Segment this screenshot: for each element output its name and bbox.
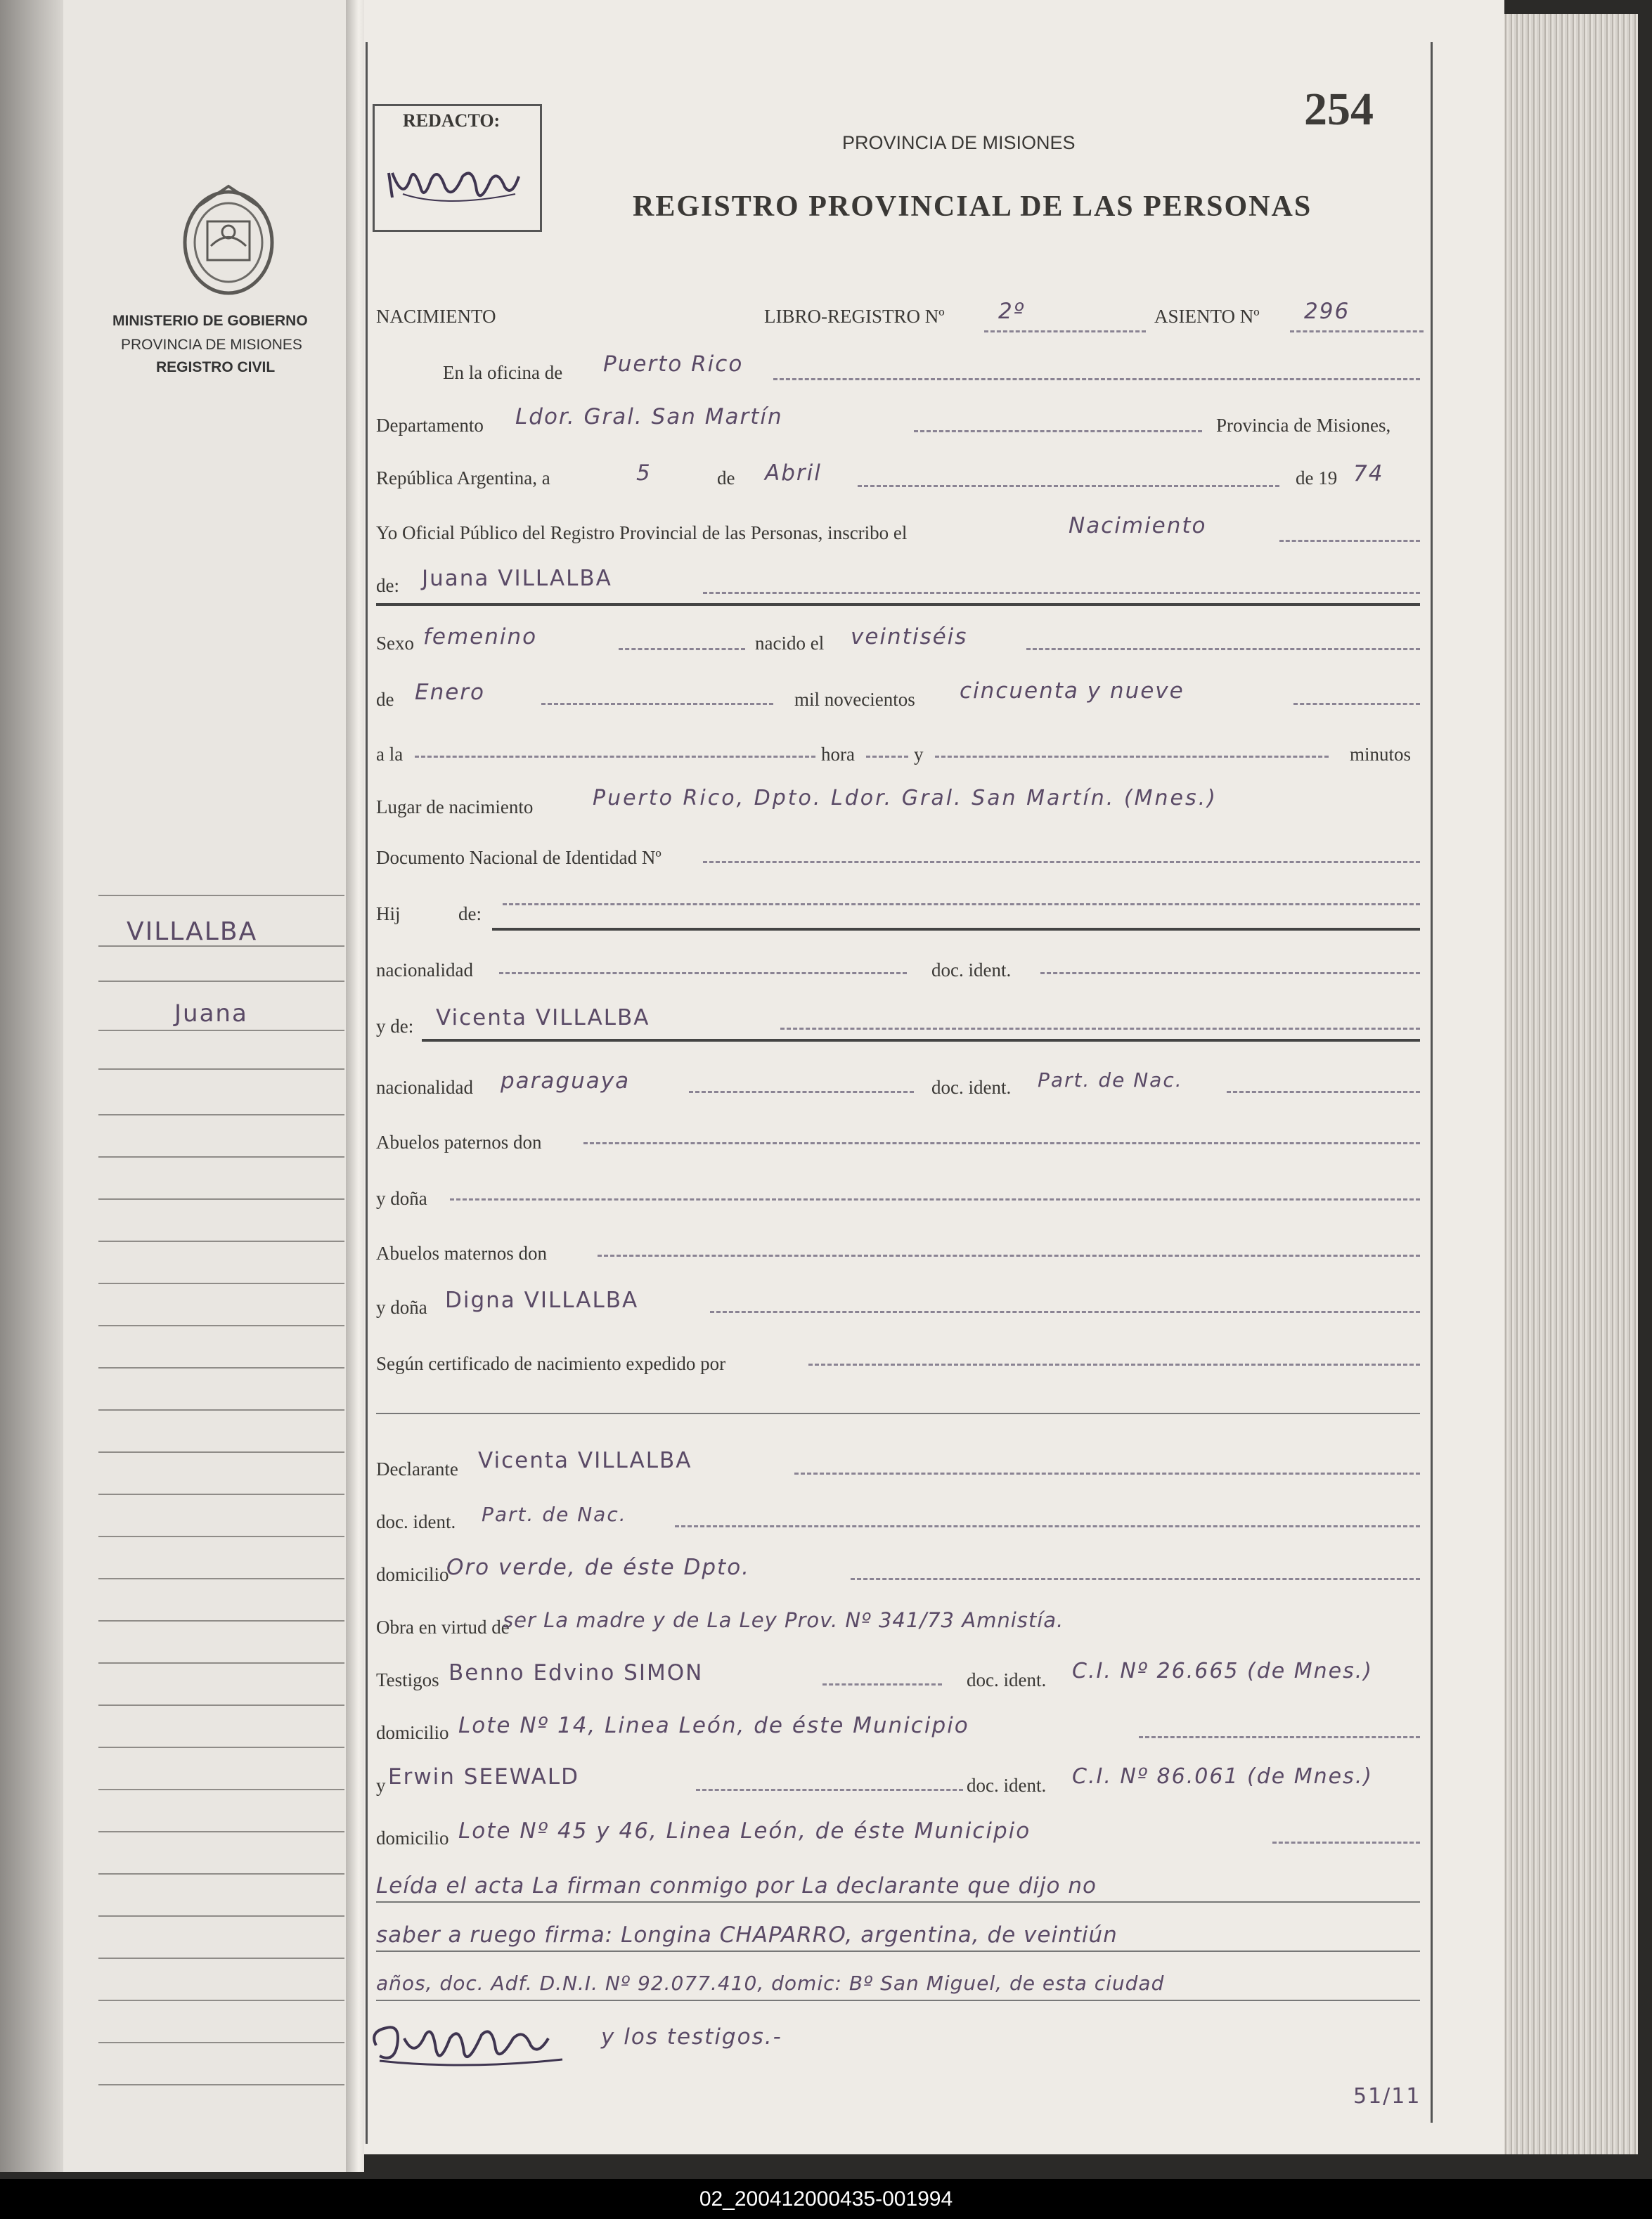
registrar-initials: 51/11 [1353, 2084, 1421, 2109]
sidebar-rule [98, 2042, 344, 2043]
fill-line [1139, 1736, 1420, 1738]
declarant-label: Declarante [376, 1458, 458, 1480]
fill-line [703, 861, 1420, 863]
office-label: En la oficina de [443, 362, 563, 383]
witnesses-label: Testigos [376, 1669, 439, 1690]
sidebar-rule [98, 981, 344, 982]
closing-line-4: y los testigos.- [601, 2024, 782, 2050]
sidebar-rule [98, 2084, 344, 2085]
witness2-domicile-label: domicilio [376, 1827, 449, 1849]
sidebar-rule [98, 1451, 344, 1453]
sidebar-rule [98, 1831, 344, 1832]
sidebar-province-label: PROVINCIA DE MISIONES [121, 337, 302, 353]
sidebar-rule [98, 1747, 344, 1748]
declarant-signature-icon [366, 2017, 576, 2074]
mother-name: Vicenta VILLALBA [436, 1005, 650, 1030]
declarant-name: Vicenta VILLALBA [478, 1448, 692, 1473]
obra-label: Obra en virtud de [376, 1617, 510, 1638]
witness2-doc-label: doc. ident. [967, 1775, 1047, 1796]
left-page-shadow [0, 0, 63, 2172]
fill-line [1040, 972, 1420, 974]
sex-label: Sexo [376, 633, 414, 654]
fill-line [689, 1091, 914, 1093]
fill-line [1290, 330, 1424, 332]
redacto-box [373, 104, 542, 232]
sidebar-rule [98, 1367, 344, 1369]
entry-number: 296 [1304, 299, 1350, 324]
fill-line [619, 648, 745, 650]
obra-value: ser La madre y de La Ley Prov. Nº 341/73 Amnistía. [503, 1608, 1064, 1632]
fill-line [822, 1683, 942, 1686]
section-divider [492, 928, 1420, 931]
de-parent-label: de: [458, 903, 482, 924]
book-gutter [346, 0, 364, 2172]
sidebar-rule [98, 1578, 344, 1579]
witness1-name: Benno Edvino SIMON [449, 1660, 704, 1686]
fill-line [499, 972, 907, 974]
fill-line [1026, 648, 1420, 650]
sidebar-rule [98, 1409, 344, 1411]
page-title: REGISTRO PROVINCIAL DE LAS PERSONAS [633, 190, 1312, 223]
sidebar-rule [98, 1915, 344, 1917]
book-label: LIBRO-REGISTRO Nº [764, 306, 945, 327]
certificate-label: Según certificado de nacimiento expedido por [376, 1353, 726, 1374]
sidebar-registry-label: REGISTRO CIVIL [156, 359, 276, 375]
inscribo-label: Yo Oficial Público del Registro Provincial de las Personas, inscribo el [376, 522, 908, 543]
fill-line [696, 1789, 963, 1791]
fill-line [710, 1311, 1420, 1313]
office-value: Puerto Rico [603, 351, 744, 377]
section-divider [376, 603, 1420, 606]
witness2-y-label: y [376, 1775, 386, 1796]
fill-line [1279, 540, 1420, 542]
birth-year: cincuenta y nueve [960, 678, 1185, 704]
father-nationality-label: nacionalidad [376, 959, 473, 981]
fill-line [675, 1525, 1420, 1527]
fill-line [914, 430, 1202, 432]
fill-line [794, 1473, 1420, 1475]
paternal-grandmother-label: y doña [376, 1188, 427, 1209]
sidebar-rule [98, 2000, 344, 2001]
maternal-grandmother: Digna VILLALBA [445, 1288, 639, 1313]
sidebar-rule [98, 1068, 344, 1070]
fill-line [773, 378, 1420, 380]
a-las-label: a la [376, 744, 404, 765]
mother-doc-label: doc. ident. [931, 1077, 1012, 1098]
sidebar-rule [98, 1283, 344, 1284]
declarant-doc: Part. de Nac. [482, 1503, 627, 1526]
fill-line [583, 1142, 1420, 1144]
sidebar-rule [98, 1536, 344, 1537]
sidebar-rule [98, 1156, 344, 1158]
registration-month: Abril [765, 460, 822, 486]
fill-line [808, 1364, 1420, 1366]
fill-line [780, 1028, 1420, 1030]
fill-line [1293, 703, 1420, 705]
fill-line [703, 592, 1420, 594]
provincial-seal-icon [169, 179, 288, 299]
sidebar-rule [98, 1704, 344, 1706]
witness1-doc-label: doc. ident. [967, 1669, 1047, 1690]
witness2-domicile: Lote Nº 45 y 46, Linea León, de éste Municipio [458, 1818, 1031, 1844]
department-value: Ldor. Gral. San Martín [515, 404, 783, 429]
closing-line-2: saber a ruego firma: Longina CHAPARRO, argentina, de veintiún [376, 1922, 1118, 1948]
declarant-domicile-label: domicilio [376, 1564, 449, 1585]
page-number: 254 [1304, 84, 1374, 135]
inscribo-value: Nacimiento [1069, 513, 1207, 538]
fill-line [935, 756, 1329, 758]
country-label: República Argentina, a [376, 467, 550, 489]
ruled-line [376, 1901, 1420, 1903]
witness1-doc: C.I. Nº 26.665 (de Mnes.) [1072, 1659, 1373, 1683]
sidebar-rule [98, 895, 344, 896]
sidebar-surname: VILLALBA [127, 917, 258, 946]
person-name: Juana VILLALBA [422, 566, 612, 591]
place-label: Lugar de nacimiento [376, 796, 534, 817]
fill-line [1272, 1842, 1420, 1844]
maternal-grandmother-label: y doña [376, 1297, 427, 1318]
maternal-grandparents-label: Abuelos maternos don [376, 1243, 547, 1264]
birth-day: veintiséis [851, 624, 968, 649]
sidebar-given-name: Juana [174, 999, 248, 1028]
fill-line [503, 903, 1420, 905]
mother-nationality: paraguaya [501, 1068, 631, 1094]
department-label: Departamento [376, 415, 484, 436]
province-suffix: Provincia de Misiones, [1216, 415, 1391, 436]
ruled-line [376, 2000, 1420, 2001]
ruled-line [376, 1950, 1420, 1952]
book-number: 2º [998, 299, 1026, 324]
page-edges [1497, 14, 1638, 2154]
fill-line [851, 1578, 1420, 1580]
mother-nationality-label: nacionalidad [376, 1077, 473, 1098]
redacto-signature-icon [382, 145, 529, 215]
witness1-domicile-label: domicilio [376, 1722, 449, 1743]
fill-line [1227, 1091, 1420, 1093]
closing-line-1: Leída el acta La firman conmigo por La declarante que dijo no [376, 1873, 1097, 1898]
redacto-label: REDACTO: [403, 110, 501, 131]
sidebar-rule [98, 1789, 344, 1790]
witness2-doc: C.I. Nº 86.061 (de Mnes.) [1072, 1764, 1373, 1789]
fill-line [984, 330, 1146, 332]
header-province: PROVINCIA DE MISIONES [842, 132, 1076, 153]
section-divider [422, 1039, 1420, 1042]
entry-label: ASIENTO Nº [1154, 306, 1260, 327]
sidebar-rule [98, 1325, 344, 1326]
mil-label: mil novecientos [794, 689, 915, 710]
sidebar-rule [98, 1114, 344, 1115]
witness2-name: Erwin SEEWALD [388, 1764, 579, 1790]
right-margin-rule [1431, 42, 1433, 2123]
declarant-doc-label: doc. ident. [376, 1511, 456, 1532]
file-id-caption: 02_200412000435-001994 [0, 2179, 1652, 2219]
de-month-label: de [376, 689, 394, 710]
declarant-domicile: Oro verde, de éste Dpto. [446, 1555, 751, 1580]
child-label: Hij [376, 903, 401, 924]
hora-label: hora [821, 744, 855, 765]
fill-line [866, 756, 908, 758]
sex-value: femenino [423, 624, 538, 649]
registration-day: 5 [636, 460, 652, 486]
fill-line [450, 1198, 1420, 1201]
sidebar-rule [98, 1662, 344, 1664]
dni-label: Documento Nacional de Identidad Nº [376, 847, 662, 868]
sidebar-rule [98, 1873, 344, 1875]
y-label: y [914, 744, 924, 765]
birth-month: Enero [415, 680, 486, 705]
fill-line [858, 485, 1279, 487]
year-label: de 19 [1296, 467, 1338, 489]
place-value: Puerto Rico, Dpto. Ldor. Gral. San Martín. (Mnes.) [593, 786, 1218, 810]
father-doc-label: doc. ident. [931, 959, 1012, 981]
paternal-grandparents-label: Abuelos paternos don [376, 1132, 542, 1153]
minutos-label: minutos [1350, 744, 1412, 765]
mother-doc: Part. de Nac. [1038, 1068, 1183, 1092]
y-de-label: y de: [376, 1016, 414, 1037]
section-divider [376, 1413, 1420, 1414]
sidebar-rule [98, 1241, 344, 1242]
fill-line [415, 756, 815, 758]
left-margin-rule [366, 42, 368, 2144]
de-label: de [717, 467, 735, 489]
registration-year: 74 [1353, 461, 1384, 486]
fill-line [541, 703, 773, 705]
ministry-label: MINISTERIO DE GOBIERNO [112, 313, 308, 329]
born-label: nacido el [755, 633, 825, 654]
sidebar-rule [98, 1494, 344, 1495]
de-name-label: de: [376, 575, 399, 596]
closing-line-3: años, doc. Adf. D.N.I. Nº 92.077.410, domic: Bº San Miguel, de esta ciudad [376, 1972, 1165, 1995]
sidebar-rule [98, 1620, 344, 1622]
record-type: NACIMIENTO [376, 306, 496, 327]
fill-line [598, 1255, 1420, 1257]
witness1-domicile: Lote Nº 14, Linea León, de éste Municipio [458, 1713, 969, 1738]
sidebar-rule [98, 1958, 344, 1959]
sidebar-rule [98, 1030, 344, 1031]
sidebar-rule [98, 1198, 344, 1200]
